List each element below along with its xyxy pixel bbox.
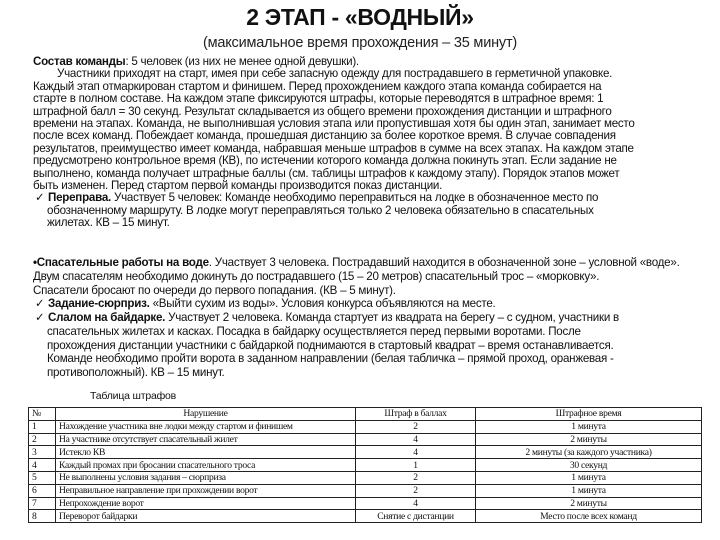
text-line: обозначенному маршруту. В лодке могут переправляться только 2 человека обязательно в спасательных — [47, 203, 594, 217]
header-violation: Нарушение — [56, 408, 356, 421]
task-title: •Спасательные работы на воде — [33, 256, 209, 269]
check-icon: ✓ — [35, 311, 45, 324]
line-text: Участвует 5 человек: Команде необходимо переправиться на лодке в обозначенное место по — [111, 191, 599, 205]
check-icon: ✓ — [35, 297, 45, 311]
cell-time: 1 минута — [476, 471, 702, 484]
line-text: . Участвует 3 человека. Пострадавший находится в обозначенной зоне – условной «воде». — [208, 256, 680, 269]
text-line: после всех команд. Побеждает команда, прошедшая дистанцию за более короткое время. В случае совпадения — [33, 129, 616, 143]
cell-number: 6 — [29, 484, 56, 497]
cell-number: 8 — [29, 510, 56, 523]
task-title: Задание-сюрприз. — [48, 297, 150, 311]
cell-points: 1 — [356, 459, 476, 472]
table-row — [29, 471, 702, 484]
cell-violation: Непрохождение ворот — [56, 497, 356, 510]
cell-points: 2 — [356, 471, 476, 484]
task-slalom — [33, 311, 703, 325]
cell-points: 2 — [356, 420, 476, 433]
cell-violation: Каждый промах при бросании спасательного троса — [56, 459, 356, 472]
page-title: 2 ЭТАП - «ВОДНЫЙ» — [246, 4, 474, 30]
page-subtitle: (максимальное время прохождения – 35 минут) — [202, 35, 518, 51]
penalty-table — [28, 407, 702, 523]
table-row — [29, 459, 702, 472]
tasks-text — [33, 256, 703, 380]
line-text: «Выйти сухим из воды». Условия конкурса объявляются на месте. — [149, 297, 496, 311]
cell-time: 2 минуты (за каждого участника) — [476, 446, 702, 459]
cell-points: 2 — [356, 484, 476, 497]
text-line: результатов, преимущество имеет команда, набравшая меньше штрафов в сумме на всех этапах. На каждом этапе — [33, 141, 634, 155]
cell-number: 4 — [29, 459, 56, 472]
cell-points: 4 — [356, 433, 476, 446]
text-line: Двум спасателям необходимо докинуть до пострадавшего (15 – 20 метров) спасательный трос – «морковку». — [33, 269, 600, 283]
table-row — [29, 446, 702, 459]
rules-text — [33, 56, 703, 230]
text-line: быть изменен. Перед стартом первой команды производится показ дистанции. — [33, 179, 443, 193]
cell-violation: Не выполнены условия задания – сюрприза — [56, 471, 356, 484]
text-line: времени на этапах. Команда, не выполнившая условия этапа или пропустившая хотя бы один этап, занимает место — [33, 117, 635, 131]
cell-time: 1 минута — [476, 420, 702, 433]
text-line: Участники приходят на старт, имея при себе запасную одежду для пострадавшего в герметичной упаковке. — [57, 67, 613, 81]
cell-time: 2 минуты — [476, 497, 702, 510]
table-row — [29, 484, 702, 497]
cell-number: 3 — [29, 446, 56, 459]
header-points: Штраф в баллах — [356, 408, 476, 421]
line-text: Участвует 2 человека. Команда стартует из квадрата на берегу – с судном, участники в — [165, 311, 619, 324]
cell-points: Снятие с дистанции — [356, 510, 476, 523]
text-line: выполнено, команда получает штрафные баллы (см. таблицы штрафов к каждому этапу). Порядок этапов может — [33, 166, 620, 180]
table-row — [29, 510, 702, 523]
text-line: старте в полном составе. На каждом этапе фиксируются штрафы, которые переводятся в штрафное время: 1 — [33, 92, 604, 106]
cell-violation: Переворот байдарки — [56, 510, 356, 523]
task-title: Слалом на байдарке. — [48, 311, 166, 324]
cell-violation: На участнике отсутствует спасательный жилет — [56, 433, 356, 446]
table-row — [29, 497, 702, 510]
header-time: Штрафное время — [476, 408, 702, 421]
cell-number: 7 — [29, 497, 56, 510]
task-crossing — [33, 192, 703, 204]
cell-violation: Истекло КВ — [56, 446, 356, 459]
table-caption: Таблица штрафов — [90, 390, 177, 402]
text-line: жилетах. КВ – 15 минут. — [47, 216, 170, 230]
cell-points: 4 — [356, 446, 476, 459]
text-line: Каждый этап отмаркирован стартом и финишем. Перед прохождением каждого этапа команда собирается на — [33, 79, 602, 93]
cell-time: Место после всех команд — [476, 510, 702, 523]
cell-number: 1 — [29, 420, 56, 433]
text-line: спасательных жилетах и касках. Посадка в байдарку осуществляется перед первыми воротами. После — [47, 324, 581, 338]
text-line: штрафной балл = 30 секунд. Результат складывается из общего времени прохождения дистанции и штрафного — [33, 104, 612, 118]
check-icon: ✓ — [35, 191, 45, 205]
cell-violation: Неправильное направление при прохождении ворот — [56, 484, 356, 497]
cell-time: 1 минута — [476, 484, 702, 497]
cell-time: 2 минуты — [476, 433, 702, 446]
cell-violation: Нахождение участника вне лодки между стартом и финишем — [56, 420, 356, 433]
cell-number: 2 — [29, 433, 56, 446]
team-composition-label: Состав команды — [33, 55, 126, 68]
text-line: противоположный). КВ – 15 минут. — [47, 366, 225, 379]
table-header-row — [29, 408, 702, 421]
cell-points: 4 — [356, 497, 476, 510]
task-rescue — [33, 256, 703, 270]
text-line: Команде необходимо пройти ворота в заданном направлении (белая табличка – прямой проход, оранжевая - — [47, 352, 614, 366]
text-line: предусмотрено контрольное время (КВ), по истечении которого команда должна покинуть этап. Если задание не — [33, 154, 617, 168]
line-text: : 5 человек (из них не менее одной девушки). — [125, 55, 359, 68]
table-row — [29, 433, 702, 446]
cell-time: 30 секунд — [476, 459, 702, 472]
text-line: прохождения дистанции участники с байдаркой поднимаются в стартовый квадрат – время останавливается. — [47, 338, 614, 352]
text-line: Спасатели бросают по очереди до первого попадания. (КВ – 5 минут). — [33, 283, 396, 297]
header-number: № — [29, 408, 56, 421]
task-surprise — [33, 297, 703, 311]
table-row — [29, 420, 702, 433]
task-title: Переправа. — [48, 191, 111, 205]
cell-number: 5 — [29, 471, 56, 484]
